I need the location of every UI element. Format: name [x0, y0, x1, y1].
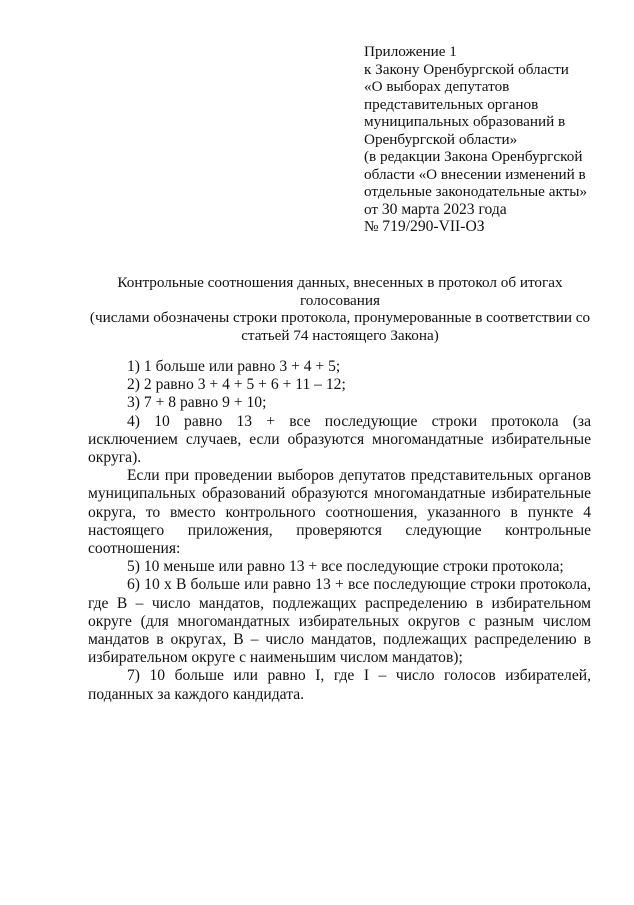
title-line: Контрольные соотношения данных, внесенных в протокол об итогах [117, 274, 563, 291]
rule-paragraph: 1) 1 больше или равно 3 + 4 + 5; [127, 358, 341, 375]
subtitle-line: (числами обозначены строки протокола, пронумерованные в соответствии со [89, 309, 591, 327]
rule-paragraph: 4) 10 равно 13 + все последующие строки протокола (за исключением случаев, если образуются многомандатные избирательные округа). [88, 412, 591, 467]
law-number-value: 719/290-VII-ОЗ [382, 218, 485, 235]
appendix-line: к Закону Оренбургской области [364, 60, 569, 78]
rule-paragraph: 2) 2 равно 3 + 4 + 5 + 6 + 11 – 12; [127, 376, 346, 394]
law-number-line [364, 218, 626, 236]
rule-paragraph: 7) 10 больше или равно I, где I – число голосов избирателей, поданных за каждого кандидата. [88, 667, 591, 703]
document-body [88, 358, 591, 704]
appendix-line: (в редакции Закона Оренбургской [364, 148, 583, 165]
appendix-line: «О выборах депутатов [364, 78, 510, 95]
appendix-line: отдельные законодательные акты» [364, 183, 588, 200]
rule-paragraph: 5) 10 меньше или равно 13 + все последующие строки протокола; [127, 558, 564, 576]
title-line: голосования [299, 291, 381, 309]
appendix-line: области «О внесении изменений в [364, 165, 586, 183]
rule-paragraph: 6) 10 х В больше или равно 13 + все последующие строки протокола, где В – число мандатов, подлежащих распределению в избирательном округе (для многомандатных избирательных округов с разным числом мандатов в округах, В – число мандатов, подлежащих распределению в избирательном округе с наименьшим числом мандатов); [88, 576, 591, 667]
rule-paragraph: 3) 7 + 8 равно 9 + 10; [127, 394, 267, 412]
condition-paragraph: Если при проведении выборов депутатов представительных органов муниципальных образований образуются многомандатные избирательные округа, то вместо контрольного соотношения, указанного в пункте 4 настоящего приложения, проверяются следующие контрольные соотношения: [88, 467, 591, 558]
law-number-prefix: № [364, 218, 379, 235]
document-title [80, 274, 600, 344]
law-date-value: 30 марта 2023 года [381, 200, 507, 218]
appendix-header [364, 43, 626, 236]
law-date-prefix: от [364, 200, 379, 218]
subtitle-line: статьей 74 настоящего Закона) [241, 326, 439, 344]
appendix-line: муниципальных образований в [364, 113, 566, 130]
appendix-line: Оренбургской области» [364, 130, 518, 148]
appendix-line: представительных органов [364, 95, 539, 113]
appendix-line: Приложение 1 [364, 43, 457, 60]
law-date-line [364, 201, 626, 219]
